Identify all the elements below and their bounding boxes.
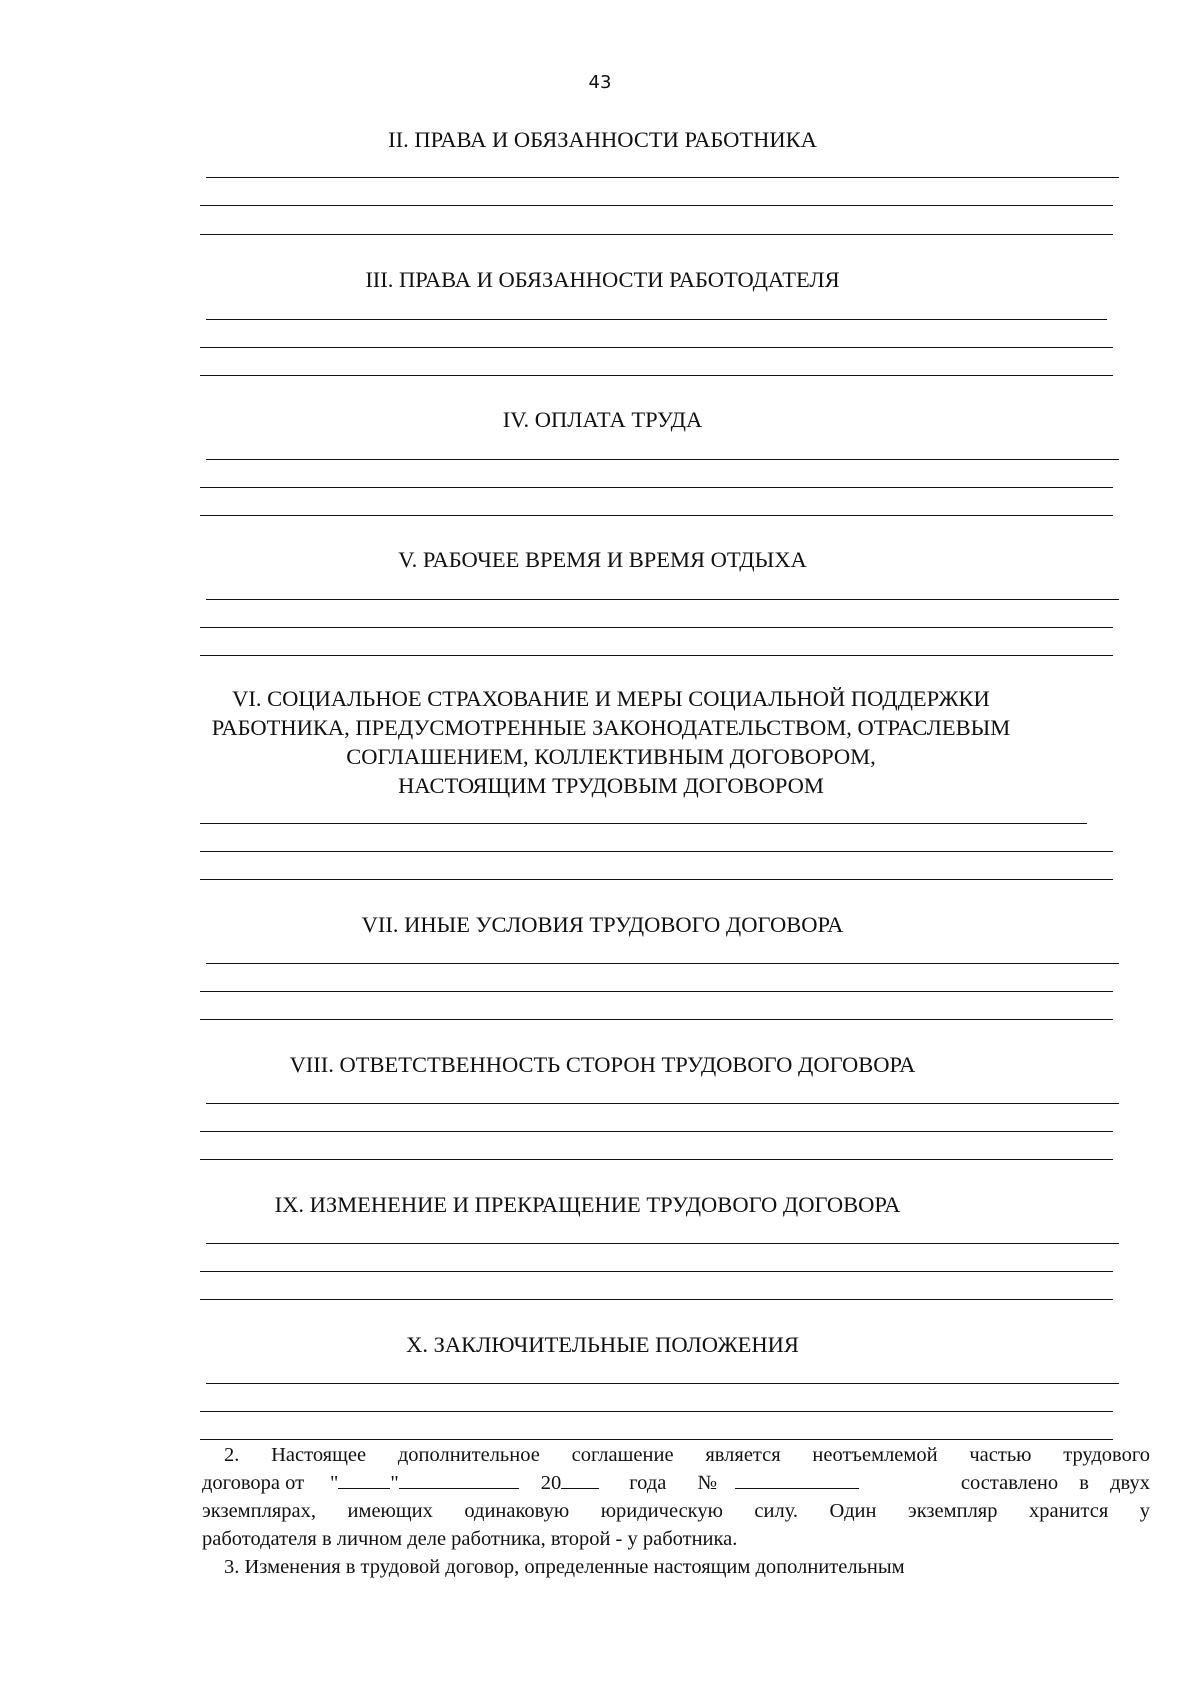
section-heading: X. ЗАКЛЮЧИТЕЛЬНЫЕ ПОЛОЖЕНИЯ bbox=[406, 1332, 799, 1357]
fill-line bbox=[200, 1299, 1113, 1300]
fill-line bbox=[206, 1243, 1119, 1244]
fill-line bbox=[200, 487, 1113, 488]
section-heading-line-2: РАБОТНИКА, ПРЕДУСМОТРЕННЫЕ ЗАКОНОДАТЕЛЬСТВОМ, ОТРАСЛЕВЫМ bbox=[211, 715, 1011, 740]
fill-line bbox=[200, 347, 1113, 348]
paragraph-2-line-3: экземплярах, имеющих одинаковую юридическую силу. Один экземпляр хранится у bbox=[202, 1500, 1150, 1522]
section-heading-line-1: VI. СОЦИАЛЬНОЕ СТРАХОВАНИЕ И МЕРЫ СОЦИАЛЬНОЙ ПОДДЕРЖКИ bbox=[232, 686, 990, 711]
section-payment bbox=[0, 405, 1200, 434]
day-blank bbox=[338, 1470, 390, 1489]
year-prefix: 20 bbox=[540, 1472, 562, 1494]
quote-open: " bbox=[330, 1472, 339, 1494]
month-blank bbox=[399, 1470, 519, 1489]
fill-line bbox=[200, 879, 1113, 880]
fill-line bbox=[200, 1411, 1113, 1412]
fill-line bbox=[200, 991, 1113, 992]
contract-from-label: договора от bbox=[202, 1472, 305, 1494]
year-number-label: года № bbox=[629, 1472, 718, 1494]
paragraph-2-line-1: 2. Настоящее дополнительное соглашение является неотъемлемой частью трудового bbox=[224, 1444, 1150, 1466]
fill-line bbox=[200, 1019, 1113, 1020]
fill-line bbox=[200, 515, 1113, 516]
fill-line bbox=[206, 319, 1107, 320]
section-heading: III. ПРАВА И ОБЯЗАННОСТИ РАБОТОДАТЕЛЯ bbox=[365, 267, 840, 292]
section-heading: IV. ОПЛАТА ТРУДА bbox=[502, 407, 703, 432]
number-blank bbox=[735, 1470, 859, 1489]
paragraph-3-line-1: 3. Изменения в трудовой договор, определенные настоящим дополнительным bbox=[224, 1556, 905, 1578]
two-copies-label: составлено в двух bbox=[960, 1472, 1150, 1494]
section-heading-line-3: СОГЛАШЕНИЕМ, КОЛЛЕКТИВНЫМ ДОГОВОРОМ, bbox=[346, 744, 876, 769]
fill-line bbox=[206, 599, 1119, 600]
fill-line bbox=[206, 1103, 1119, 1104]
paragraph-2-line-2 bbox=[202, 1469, 1150, 1497]
section-rights-employer bbox=[0, 265, 1200, 294]
fill-line bbox=[206, 1383, 1119, 1384]
section-change-termination bbox=[0, 1190, 1200, 1219]
section-heading: V. РАБОЧЕЕ ВРЕМЯ И ВРЕМЯ ОТДЫХА bbox=[398, 547, 807, 572]
fill-line bbox=[200, 1271, 1113, 1272]
section-heading-line-4: НАСТОЯЩИМ ТРУДОВЫМ ДОГОВОРОМ bbox=[398, 773, 824, 798]
fill-line bbox=[200, 851, 1113, 852]
fill-line bbox=[200, 627, 1113, 628]
section-heading: II. ПРАВА И ОБЯЗАННОСТИ РАБОТНИКА bbox=[388, 127, 817, 152]
fill-line bbox=[200, 205, 1113, 206]
quote-close: " bbox=[390, 1472, 399, 1494]
section-heading: IX. ИЗМЕНЕНИЕ И ПРЕКРАЩЕНИЕ ТРУДОВОГО ДОГОВОРА bbox=[274, 1192, 901, 1217]
paragraph-2-line-4: работодателя в личном деле работника, второй - у работника. bbox=[202, 1528, 738, 1550]
paragraph-3 bbox=[202, 1553, 1150, 1581]
fill-line bbox=[200, 1131, 1113, 1132]
year-blank bbox=[561, 1470, 599, 1489]
fill-line bbox=[200, 375, 1113, 376]
fill-line bbox=[200, 655, 1113, 656]
fill-line bbox=[200, 1159, 1113, 1160]
section-responsibility bbox=[0, 1050, 1200, 1079]
fill-line bbox=[206, 459, 1119, 460]
section-final-provisions bbox=[0, 1330, 1200, 1359]
section-other-conditions bbox=[0, 910, 1200, 939]
section-rights-employee bbox=[0, 125, 1200, 154]
fill-line bbox=[200, 1439, 1113, 1440]
section-heading: VII. ИНЫЕ УСЛОВИЯ ТРУДОВОГО ДОГОВОРА bbox=[361, 912, 844, 937]
paragraph-2 bbox=[202, 1441, 1150, 1553]
fill-line bbox=[206, 177, 1119, 178]
page-number: 43 bbox=[588, 72, 612, 93]
fill-line bbox=[200, 823, 1087, 824]
fill-line bbox=[200, 234, 1113, 235]
section-working-time bbox=[0, 545, 1200, 574]
section-heading: VIII. ОТВЕТСТВЕННОСТЬ СТОРОН ТРУДОВОГО ДОГОВОРА bbox=[289, 1052, 916, 1077]
fill-line bbox=[206, 963, 1119, 964]
section-social-insurance bbox=[0, 684, 1200, 800]
